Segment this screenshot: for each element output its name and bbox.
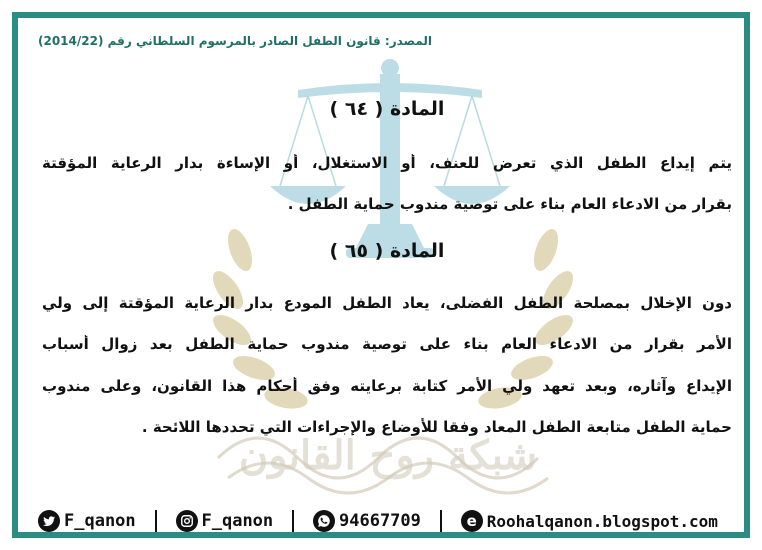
footer-divider — [292, 510, 294, 532]
whatsapp-icon — [313, 510, 335, 532]
blog-url: Roohalqanon.blogspot.com — [486, 511, 718, 531]
footer-divider — [155, 510, 157, 532]
article-65-line-3: الإيداع وآثاره، وبعد تعهد ولي الأمر كتابة برعايته وفق أحكام هذا القانون، وعلى مندوب — [42, 377, 732, 395]
whatsapp-contact[interactable] — [313, 510, 421, 532]
article-65-line-1: دون الإخلال بمصلحة الطفل الفضلى، يعاد الطفل المودع بدار الرعاية المؤقتة إلى ولي — [42, 294, 732, 312]
article-64-title: المادة ( ٦٤ ) — [329, 98, 445, 120]
article-64-line-2: بقرار من الادعاء العام بناء على توصية مندوب حماية الطفل . — [287, 195, 732, 213]
instagram-contact[interactable] — [176, 510, 274, 532]
article-64-line-1: يتم إيداع الطفل الذي تعرض للعنف، أو الاستغلال، أو الإساءة بدار الرعاية المؤقتة — [42, 154, 732, 172]
blog-link[interactable] — [461, 510, 718, 532]
twitter-handle: F_qanon — [64, 511, 136, 531]
twitter-icon — [38, 510, 60, 532]
page-frame — [12, 12, 750, 538]
watermark-text: شبكة روح القانون — [238, 432, 538, 479]
main-content — [18, 18, 756, 544]
instagram-handle: F_qanon — [201, 511, 274, 531]
instagram-icon — [176, 510, 198, 532]
twitter-contact[interactable] — [38, 510, 136, 532]
internet-explorer-icon: e — [461, 510, 483, 532]
footer-contacts — [38, 506, 718, 536]
article-65-line-2: الأمر بقرار من الادعاء العام بناء على توصية مندوب حماية الطفل بعد زوال أسباب — [42, 335, 732, 353]
article-65-line-4: حماية الطفل متابعة الطفل المعاد وفقا للأوضاع والإجراءات التي تحددها اللائحة . — [141, 418, 732, 436]
whatsapp-number: 94667709 — [339, 511, 421, 531]
footer-divider — [440, 510, 442, 532]
source-citation: المصدر: قانون الطفل الصادر بالمرسوم السلطاني رقم (2014/22) — [38, 34, 433, 48]
article-65-title: المادة ( ٦٥ ) — [329, 240, 445, 262]
